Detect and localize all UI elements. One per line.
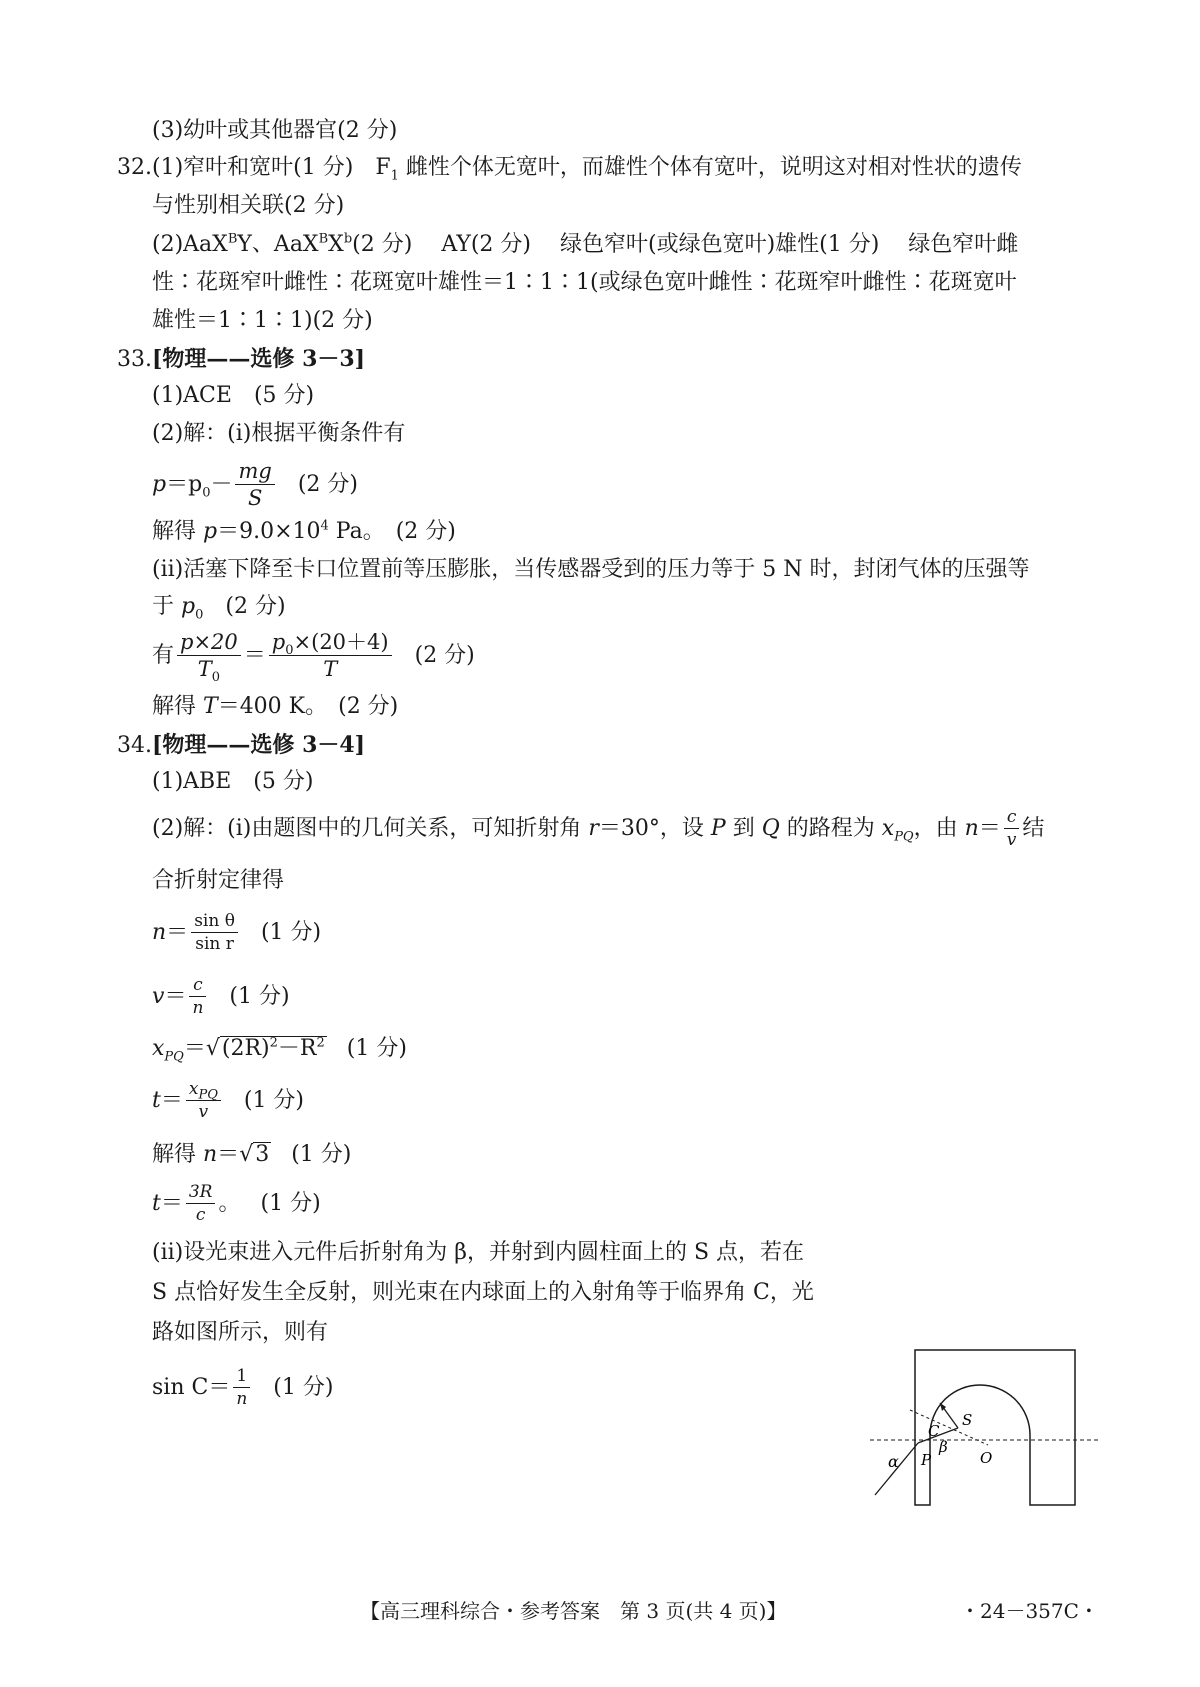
eq2-frac1: [177, 630, 241, 686]
q32-sup-b2: B: [318, 231, 329, 247]
eq2-you: 有: [152, 643, 175, 668]
q34-ii-line3: 路如图所示，则有: [152, 1320, 329, 1345]
label-alpha: α: [888, 1452, 899, 1471]
q32-genotype2: Y、AaX: [237, 232, 319, 257]
q32-line1: [117, 153, 1022, 183]
q34-header: [物理——选修 3－4]: [152, 732, 366, 758]
eq2-num2-p: p: [271, 630, 286, 654]
p2-g: 结: [1022, 816, 1045, 841]
e3-root-b: －R: [277, 1036, 317, 1061]
e5-eq: ＝: [217, 1142, 240, 1167]
eq1-score: (2 分): [297, 472, 359, 497]
p4-score: (2 分): [203, 594, 286, 619]
eq2-num2-rest: ×(20＋4): [293, 630, 389, 654]
e5-a: 解得: [152, 1142, 203, 1167]
p2-Q: Q: [761, 816, 780, 841]
p4-sub: 0: [195, 607, 204, 623]
sol2-a: 解得: [152, 694, 203, 719]
p2-b: ＝30°，设: [598, 816, 711, 841]
q32-explain: 雌性个体无宽叶，而雄性个体有宽叶，说明这对相对性状的遗传: [405, 155, 1022, 180]
e6-num: 3R: [186, 1184, 216, 1204]
q33-part2-ii: (ⅱ)活塞下降至卡口位置前等压膨胀，当传感器受到的压力等于 5 N 时，封闭气体的压强等: [152, 557, 1030, 582]
p2-x: x: [881, 816, 895, 841]
e6-eq: ＝: [160, 1191, 183, 1216]
q33-part1: (1)ACE (5 分): [152, 383, 315, 408]
q34-e7: [152, 1362, 333, 1414]
e7-num: 1: [233, 1368, 250, 1388]
p2-P: P: [710, 816, 726, 841]
eq2-num2-sub: 0: [285, 643, 294, 659]
e1-eq: ＝: [166, 920, 189, 945]
e7-frac: [233, 1368, 250, 1408]
e3-xs: PQ: [164, 1049, 184, 1065]
sol1-p: p: [203, 519, 218, 544]
q33-eq2: [152, 630, 475, 686]
q34-number: 34.: [117, 733, 152, 758]
sol1-a: 解得: [152, 519, 203, 544]
q34-e6: [152, 1178, 321, 1230]
e3-root-a: (2R): [221, 1036, 270, 1061]
q34-header-line: [117, 730, 365, 761]
e2-l: v: [152, 984, 165, 1009]
e2-score: (1 分): [229, 984, 290, 1009]
e4-score: (1 分): [243, 1088, 305, 1113]
eq1-frac: [235, 461, 274, 509]
eq2-den1: [177, 656, 241, 686]
q34-part1: (1)ABE (5 分): [152, 769, 314, 794]
eq2-den1-sub: 0: [211, 670, 221, 686]
q33-part2-ii-cont: [152, 592, 286, 622]
q34-e3: $x_{PQ}=√(2R)^2-R^2$ (1 分): [152, 1035, 407, 1065]
e2-den: n: [192, 998, 204, 1018]
q32-f1-sub: 1: [390, 168, 399, 184]
e2-num: c: [189, 977, 206, 997]
e5-score: (1 分): [291, 1142, 352, 1167]
q33-sol1: [152, 517, 456, 547]
sol1-exp: 4: [320, 518, 329, 534]
eq1-eq: ＝p: [166, 472, 203, 497]
p2-frac: [1004, 809, 1020, 849]
q32-sup-b1: B: [227, 231, 238, 247]
e3-x: x: [152, 1036, 165, 1061]
e7-score: (1 分): [273, 1375, 334, 1400]
e4-l: t: [152, 1088, 161, 1113]
q32-part1: (1)窄叶和宽叶(1 分): [152, 155, 354, 180]
e3-root: [220, 1036, 327, 1061]
e6-dot: 。: [218, 1191, 241, 1216]
p2-f: ＝: [978, 816, 1001, 841]
label-O: O: [980, 1449, 993, 1467]
p2-d: 的路程为: [779, 816, 882, 841]
e4-eq: ＝: [160, 1088, 183, 1113]
e4-num: [186, 1081, 221, 1101]
q32-number: 32.: [117, 155, 152, 180]
q34-part2-intro-cont: 合折射定律得: [152, 868, 285, 893]
eq1-den: S: [247, 486, 263, 510]
eq2-den1-T: T: [197, 657, 212, 681]
optics-figure: [870, 1335, 1100, 1545]
eq2-den2: T: [323, 657, 338, 681]
label-P: P: [921, 1451, 932, 1469]
q32-f1: F: [375, 155, 391, 180]
q34-e1: [152, 908, 321, 958]
eq2-eq: ＝: [243, 643, 266, 668]
q32-line3-rest: (2 分) AY(2 分) 绿色窄叶(或绿色宽叶)雄性(1 分) 绿色窄叶雌: [352, 232, 1019, 257]
eq2-frac2: [269, 632, 392, 680]
q34-ii-line2: S 点恰好发生全反射，则光束在内球面上的入射角等于临界角 C，光: [152, 1280, 814, 1305]
page-footer: 【高三理科综合・参考答案 第 3 页(共 4 页)】: [360, 1599, 787, 1623]
e3-score: (1 分): [346, 1036, 407, 1061]
sol1-c: Pa。 (2 分): [328, 519, 456, 544]
e4-frac: [186, 1081, 221, 1121]
e2-eq: ＝: [164, 984, 187, 1009]
e3-root-s2: 2: [316, 1035, 325, 1051]
p2-e: ，由: [913, 816, 965, 841]
label-C: C: [928, 1422, 940, 1440]
e4-den: v: [198, 1102, 209, 1122]
q34-e2: [152, 972, 290, 1022]
e1-frac: [191, 913, 238, 953]
q33-number: 33.: [117, 347, 152, 372]
sol1-b: ＝9.0×10: [217, 519, 321, 544]
eq1-p: p: [152, 472, 167, 497]
p2-fd: v: [1006, 830, 1017, 850]
e3-root-s1: 2: [269, 1035, 278, 1051]
p2-c: 到: [725, 816, 762, 841]
e7-a: sin C＝: [152, 1375, 231, 1400]
p2-xs: PQ: [894, 829, 914, 845]
eq1-sub: 0: [202, 485, 211, 501]
eq2-num2: [269, 630, 392, 659]
q33-header: [物理——选修 3－3]: [152, 346, 366, 372]
q31-part3: (3)幼叶或其他器官(2 分): [152, 118, 398, 143]
q32-line2: 与性别相关联(2 分): [152, 193, 345, 218]
eq2-num1-text: p×20: [180, 630, 238, 654]
q32-line4: 性∶花斑窄叶雌性∶花斑宽叶雄性＝1∶1∶1(或绿色宽叶雌性∶花斑窄叶雌性∶花斑宽叶: [152, 270, 1017, 295]
q33-part2-intro: (2)解：(ⅰ)根据平衡条件有: [152, 421, 406, 446]
q33-header-line: [117, 344, 365, 375]
eq2-num1: [177, 632, 241, 656]
p4-a: 于: [152, 594, 181, 619]
eq1-minus: －: [210, 472, 233, 497]
sol2-T: T: [203, 694, 218, 719]
q32-line5: 雄性＝1∶1∶1)(2 分): [152, 308, 373, 333]
e6-den: c: [195, 1205, 206, 1225]
e4-num-sub: PQ: [198, 1087, 218, 1103]
p2-fn: c: [1004, 809, 1020, 829]
p2-a: (2)解：(ⅰ)由题图中的几何关系，可知折射角: [152, 816, 589, 841]
p4-p: p: [181, 594, 196, 619]
q33-eq1: [152, 460, 358, 510]
e5-n: n: [203, 1142, 218, 1167]
q34-e4: [152, 1076, 304, 1126]
e1-score: (1 分): [260, 920, 322, 945]
p2-r: r: [588, 816, 599, 841]
q34-ii-line1: (ⅱ)设光束进入元件后折射角为 β，并射到内圆柱面上的 S 点，若在: [152, 1240, 805, 1265]
eq1-num: mg: [235, 461, 274, 485]
e2-frac: [189, 977, 206, 1017]
p2-n: n: [964, 816, 979, 841]
e4-num-x: x: [188, 1079, 199, 1099]
e5-root: 3: [255, 1142, 270, 1167]
e1-num: sin θ: [191, 913, 238, 933]
sol2-b: ＝400 K。 (2 分): [217, 694, 399, 719]
label-beta: β: [939, 1438, 948, 1456]
q32-line3: [152, 230, 1018, 260]
eq2-score: (2 分): [414, 643, 475, 668]
e1-den: sin r: [195, 934, 234, 954]
label-S: S: [962, 1411, 973, 1429]
q32-sup-b3: b: [343, 231, 353, 247]
q32-x: X: [328, 232, 344, 257]
e6-frac: [186, 1184, 216, 1224]
q34-part2-intro: [152, 804, 1044, 854]
e3-eq: ＝: [183, 1036, 206, 1061]
e6-l: t: [152, 1191, 161, 1216]
q32-genotype1: (2)AaX: [152, 232, 228, 257]
e7-den: n: [236, 1389, 248, 1409]
q34-e5: 解得 n＝√3 (1 分): [152, 1142, 352, 1167]
page-code: ・24－357C・: [960, 1599, 1099, 1623]
e1-l: n: [152, 920, 167, 945]
e6-score: (1 分): [260, 1191, 321, 1216]
q33-sol2: [152, 692, 398, 722]
